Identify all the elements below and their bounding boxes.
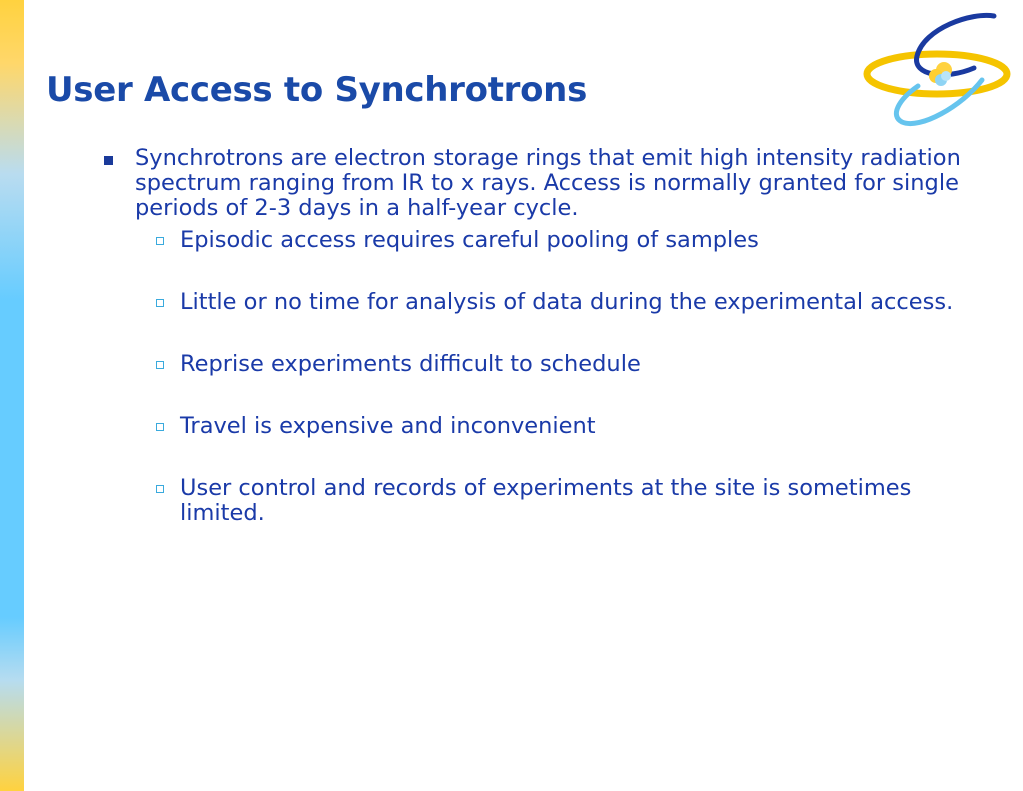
blue-orbit-icon <box>917 15 994 74</box>
sub-bullet-item <box>155 414 990 439</box>
sub-bullet-list <box>155 228 990 563</box>
hollow-square-bullet-icon <box>156 237 164 245</box>
hollow-square-bullet-icon <box>156 485 164 493</box>
light-blue-orbit-icon <box>896 80 982 124</box>
main-bullet-text: Synchrotrons are electron storage rings that emit high intensity radiation spectrum ranging from IR to x rays. Access is normally granted for single periods of 2-3 days in a half-year cycle. <box>135 145 961 221</box>
sub-bullet-text: Little or no time for analysis of data during the experimental access. <box>180 289 954 315</box>
hollow-square-bullet-icon <box>156 423 164 431</box>
sub-bullet-item <box>155 228 990 253</box>
slide-title: User Access to Synchrotrons <box>46 70 588 110</box>
sub-bullet-text: Episodic access requires careful pooling of samples <box>180 227 759 253</box>
synchrotron-logo-icon <box>862 10 1012 130</box>
sub-bullet-item <box>155 290 990 315</box>
sub-bullet-text: Reprise experiments difficult to schedule <box>180 351 641 377</box>
main-bullet <box>100 146 990 221</box>
sub-bullet-item <box>155 476 990 526</box>
hollow-square-bullet-icon <box>156 361 164 369</box>
hollow-square-bullet-icon <box>156 299 164 307</box>
side-gradient-bar <box>0 0 24 791</box>
filled-square-bullet-icon <box>104 156 113 165</box>
nucleus-sphere-icon <box>941 71 951 81</box>
sub-bullet-text: Travel is expensive and inconvenient <box>180 413 596 439</box>
sub-bullet-item <box>155 352 990 377</box>
sub-bullet-text: User control and records of experiments at the site is sometimes limited. <box>180 475 912 526</box>
